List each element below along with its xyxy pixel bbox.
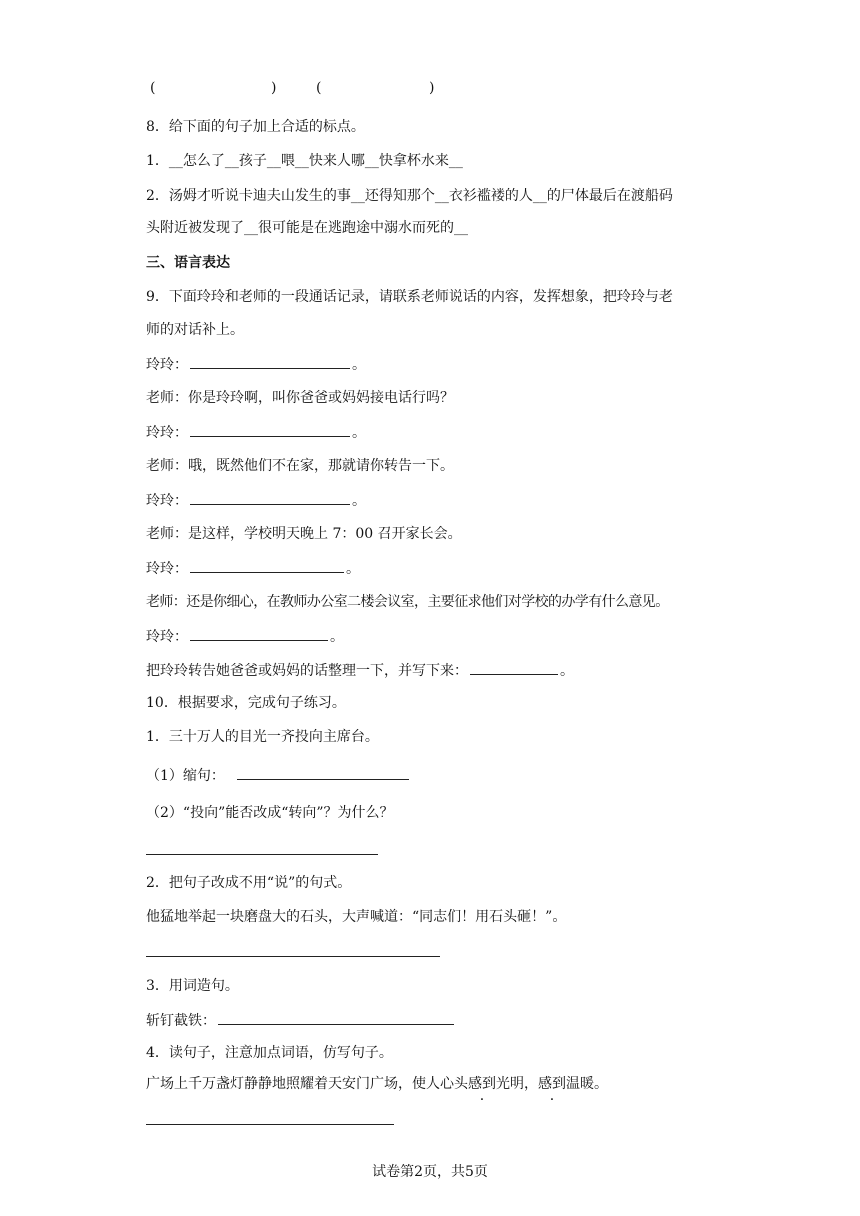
- speaker-label: 老师：: [146, 390, 188, 406]
- dialogue-line: [146, 354, 366, 375]
- paren-close-1: ): [271, 80, 277, 96]
- answer-line[interactable]: [146, 840, 378, 855]
- condense-blank[interactable]: [237, 765, 409, 780]
- teacher-text: 你是玲玲啊，叫你爸爸或妈妈接电话行吗？: [188, 390, 454, 406]
- teacher-text: 是这样，学校明天晚上 7：00 召开家长会。: [188, 526, 462, 542]
- paren-close-2: ): [429, 80, 435, 96]
- dialogue-line: [146, 592, 669, 612]
- paren-open-2: (: [316, 80, 322, 96]
- line-end: 。: [352, 425, 366, 441]
- answer-line[interactable]: [146, 942, 440, 957]
- q10-item-2: 2．把句子改成不用“说”的句式。: [146, 875, 352, 891]
- teacher-text: 还是你细心，在教师办公室二楼会议室，主要征求他们对学校的办学有什么意见。: [186, 594, 669, 610]
- sentence-blank[interactable]: [218, 1010, 454, 1025]
- teacher-text: 哦，既然他们不在家，那就请你转告一下。: [188, 458, 454, 474]
- summary-prompt: 把玲玲转告她爸爸或妈妈的话整理一下，并写下来：: [146, 663, 468, 679]
- speaker-label: 玲玲：: [146, 561, 188, 577]
- q10-item-4-sentence: [146, 1074, 608, 1094]
- speaker-label: 老师：: [146, 594, 187, 610]
- answer-blank[interactable]: [190, 354, 350, 369]
- sentence-part: 广场上千万盏灯静静地照耀着天安门广场，使人心头: [146, 1076, 468, 1092]
- condense-label: （1）缩句：: [146, 768, 225, 784]
- speaker-label: 玲玲：: [146, 425, 188, 441]
- answer-line[interactable]: [146, 1110, 394, 1125]
- answer-line-row: [146, 840, 378, 861]
- line-end: 。: [330, 629, 344, 645]
- paren-open-1: (: [150, 80, 156, 96]
- line-end: 。: [352, 357, 366, 373]
- line-end: 。: [346, 561, 360, 577]
- sentence-part: 温暖。: [566, 1076, 608, 1092]
- q10-item-2-sentence: 他猛地举起一块磨盘大的石头，大声喊道：“同志们！用石头砸！”。: [146, 909, 567, 925]
- speaker-label: 玲玲：: [146, 357, 188, 373]
- q10-item-4: 4．读句子，注意加点词语，仿写句子。: [146, 1045, 393, 1061]
- q9-summary: [146, 660, 574, 681]
- q10-item-1-sub-2: （2）“投向”能否改成“转向”？为什么？: [146, 805, 394, 821]
- word-label: 斩钉截铁：: [146, 1013, 216, 1029]
- speaker-label: 老师：: [146, 526, 188, 542]
- q8-line-2: 2．汤姆才听说卡迪夫山发生的事__还得知那个__衣衫褴褛的人__的尸体最后在渡船码: [146, 188, 673, 204]
- section-title-3: 三、语言表达: [146, 255, 230, 271]
- line-end: 。: [352, 493, 366, 509]
- page-footer: 试卷第2页，共5页: [372, 1164, 488, 1180]
- q10-item-1: 1．三十万人的目光一齐投向主席台。: [146, 729, 379, 745]
- q9-title-line-2: 师的对话补上。: [146, 322, 244, 338]
- answer-blank[interactable]: [190, 558, 344, 573]
- dialogue-line: [146, 626, 344, 647]
- answer-line-row: [146, 1110, 394, 1131]
- q10-title: 10．根据要求，完成句子练习。: [146, 695, 346, 711]
- q10-item-3-line: [146, 1010, 456, 1031]
- dialogue-line: [146, 524, 462, 544]
- dialogue-line: [146, 558, 360, 579]
- emphasized-word: 感到: [538, 1076, 566, 1092]
- q8-line-1: 1．__怎么了__孩子__喂__快来人哪__快拿杯水来__: [146, 153, 463, 169]
- summary-blank[interactable]: [470, 660, 558, 675]
- answer-line-row: [146, 942, 440, 963]
- dialogue-line: [146, 490, 366, 511]
- line-end: 。: [560, 663, 574, 679]
- speaker-label: 玲玲：: [146, 493, 188, 509]
- dialogue-line: [146, 422, 366, 443]
- dialogue-line: [146, 456, 454, 476]
- q8-line-3: 头附近被发现了__很可能是在逃跑途中溺水而死的__: [146, 220, 468, 236]
- q10-item-1-sub-1: [146, 765, 411, 786]
- emphasized-word: 感到: [468, 1076, 496, 1092]
- answer-blank[interactable]: [190, 626, 328, 641]
- q10-item-3: 3．用词造句。: [146, 978, 239, 994]
- answer-blank[interactable]: [190, 490, 350, 505]
- sentence-part: 光明，: [496, 1076, 538, 1092]
- dialogue-line: [146, 388, 454, 408]
- q9-title-line-1: 9．下面玲玲和老师的一段通话记录，请联系老师说话的内容，发挥想象，把玲玲与老: [146, 289, 673, 305]
- answer-blank[interactable]: [190, 422, 350, 437]
- speaker-label: 老师：: [146, 458, 188, 474]
- speaker-label: 玲玲：: [146, 629, 188, 645]
- q8-title: 8．给下面的句子加上合适的标点。: [146, 119, 365, 135]
